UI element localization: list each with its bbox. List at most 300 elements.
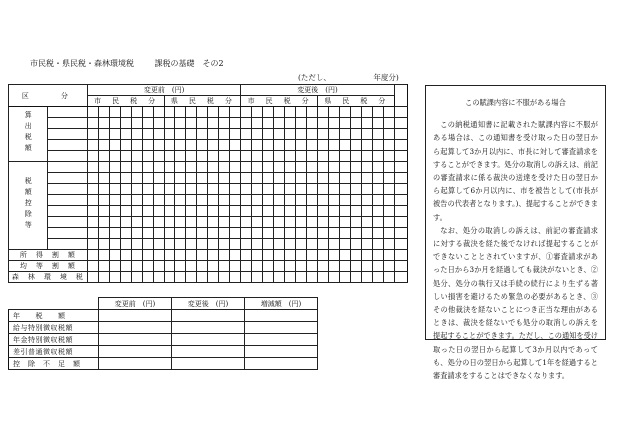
- cell-value: [99, 346, 172, 358]
- appeal-notice: [425, 85, 606, 381]
- amount-digit-cell: [296, 118, 307, 129]
- amount-digit-cell: [296, 184, 307, 195]
- amount-digit-cell: [208, 250, 219, 261]
- amount-digit-cell: [328, 151, 339, 162]
- amount-digit-cell: [219, 184, 230, 195]
- amount-digit-cell: [350, 261, 361, 272]
- amount-digit-cell: [120, 184, 131, 195]
- amount-digit-cell: [208, 239, 219, 250]
- amount-digit-cell: [361, 261, 372, 272]
- row-ordinary-collection: 差引普通徴収税額: [9, 346, 99, 358]
- subtitle-text: 課税の基礎 その2: [154, 59, 224, 68]
- amount-digit-cell: [153, 272, 164, 283]
- amount-digit-cell: [164, 206, 175, 217]
- amount-digit-cell: [219, 217, 230, 228]
- amount-digit-cell: [241, 129, 252, 140]
- amount-digit-cell: [307, 129, 318, 140]
- amount-digit-cell: [175, 217, 186, 228]
- amount-digit-cell: [153, 217, 164, 228]
- amount-digit-cell: [98, 162, 109, 173]
- amount-digit-cell: [317, 129, 328, 140]
- amount-digit-cell: [219, 162, 230, 173]
- amount-digit-cell: [197, 184, 208, 195]
- amount-digit-cell: [120, 261, 131, 272]
- notice-heading: この賦課内容に不服がある場合: [465, 98, 566, 107]
- amount-digit-cell: [164, 239, 175, 250]
- amount-digit-cell: [307, 140, 318, 151]
- amount-digit-cell: [230, 173, 241, 184]
- amount-digit-cell: [197, 129, 208, 140]
- amount-digit-cell: [109, 228, 120, 239]
- amount-digit-cell: [361, 184, 372, 195]
- amount-digit-cell: [263, 195, 274, 206]
- row-end-cell: [394, 239, 407, 250]
- amount-digit-cell: [285, 272, 296, 283]
- amount-digit-cell: [175, 151, 186, 162]
- amount-digit-cell: [263, 272, 274, 283]
- amount-digit-cell: [307, 173, 318, 184]
- sub-col-diff: 増減額 (円): [245, 298, 318, 310]
- amount-digit-cell: [361, 228, 372, 239]
- amount-digit-cell: [372, 129, 383, 140]
- amount-digit-cell: [175, 206, 186, 217]
- amount-digit-cell: [328, 228, 339, 239]
- amount-digit-cell: [339, 239, 350, 250]
- amount-digit-cell: [175, 162, 186, 173]
- amount-digit-cell: [87, 206, 98, 217]
- amount-digit-cell: [208, 228, 219, 239]
- amount-digit-cell: [252, 184, 263, 195]
- amount-digit-cell: [285, 195, 296, 206]
- amount-digit-cell: [120, 173, 131, 184]
- amount-digit-cell: [372, 239, 383, 250]
- amount-digit-cell: [241, 173, 252, 184]
- amount-digit-cell: [307, 195, 318, 206]
- amount-digit-cell: [120, 272, 131, 283]
- amount-digit-cell: [317, 250, 328, 261]
- amount-digit-cell: [197, 228, 208, 239]
- amount-digit-cell: [274, 239, 285, 250]
- notice-paragraph-2: なお、処分の取消しの訴えは、前記の審査請求に対する裁決を経た後でなければ提起することができないこととされていますが、①審査請求があった日から3か月を経過しても裁決がないとき、②処分、処分の執行又は手続の続行により生ずる著しい損害を避けるため緊急の必要があるとき、③その他裁決を経ないことにつき正当な理由があるときは、裁決を経ないでも処分の取消しの訴えを提起することができます。ただし、この通知を受け取った日の翌日から起算して3か月以内であっても、処分の日の翌日から起算して1年を経過すると審査請求をすることはできなくなります。: [433, 225, 598, 381]
- amount-digit-cell: [350, 250, 361, 261]
- amount-digit-cell: [296, 206, 307, 217]
- cell-value: [245, 322, 318, 334]
- amount-digit-cell: [87, 107, 98, 118]
- amount-digit-cell: [317, 195, 328, 206]
- amount-digit-cell: [120, 206, 131, 217]
- amount-digit-cell: [164, 162, 175, 173]
- amount-digit-cell: [153, 151, 164, 162]
- amount-digit-cell: [175, 239, 186, 250]
- amount-digit-cell: [164, 129, 175, 140]
- amount-digit-cell: [285, 261, 296, 272]
- amount-digit-cell: [361, 129, 372, 140]
- amount-digit-cell: [328, 206, 339, 217]
- amount-digit-cell: [241, 228, 252, 239]
- amount-digit-cell: [120, 118, 131, 129]
- amount-digit-cell: [186, 129, 197, 140]
- after-header: 変更後 (円): [241, 85, 394, 96]
- amount-digit-cell: [307, 118, 318, 129]
- calculated-tax-label: 算出税額: [24, 111, 33, 155]
- amount-digit-cell: [317, 162, 328, 173]
- amount-digit-cell: [285, 107, 296, 118]
- amount-digit-cell: [208, 140, 219, 151]
- amount-digit-cell: [241, 239, 252, 250]
- amount-digit-cell: [186, 162, 197, 173]
- amount-digit-cell: [274, 217, 285, 228]
- cell-value: [245, 358, 318, 370]
- amount-digit-cell: [307, 206, 318, 217]
- tax-credit-group: [9, 162, 48, 250]
- cell-value: [245, 346, 318, 358]
- amount-digit-cell: [219, 173, 230, 184]
- amount-digit-cell: [383, 140, 394, 151]
- amount-digit-cell: [186, 140, 197, 151]
- tax-basis-table: [8, 84, 408, 283]
- amount-digit-cell: [197, 206, 208, 217]
- amount-digit-cell: [339, 107, 350, 118]
- amount-digit-cell: [350, 173, 361, 184]
- amount-digit-cell: [307, 261, 318, 272]
- amount-digit-cell: [87, 272, 98, 283]
- amount-digit-cell: [186, 239, 197, 250]
- amount-digit-cell: [186, 107, 197, 118]
- amount-digit-cell: [98, 228, 109, 239]
- amount-digit-cell: [328, 261, 339, 272]
- amount-digit-cell: [241, 140, 252, 151]
- amount-digit-cell: [230, 140, 241, 151]
- amount-digit-cell: [87, 140, 98, 151]
- amount-digit-cell: [175, 261, 186, 272]
- sub-header-blank: [9, 298, 99, 310]
- amount-digit-cell: [197, 195, 208, 206]
- amount-digit-cell: [339, 118, 350, 129]
- cell-blank: [318, 334, 409, 346]
- amount-digit-cell: [153, 140, 164, 151]
- amount-digit-cell: [372, 118, 383, 129]
- amount-digit-cell: [328, 272, 339, 283]
- amount-digit-cell: [87, 261, 98, 272]
- amount-digit-cell: [252, 162, 263, 173]
- amount-digit-cell: [230, 206, 241, 217]
- amount-digit-cell: [120, 162, 131, 173]
- row-label-cell: [48, 217, 87, 228]
- amount-digit-cell: [252, 239, 263, 250]
- amount-digit-cell: [274, 206, 285, 217]
- amount-digit-cell: [296, 195, 307, 206]
- amount-digit-cell: [383, 195, 394, 206]
- amount-digit-cell: [285, 250, 296, 261]
- amount-digit-cell: [350, 239, 361, 250]
- amount-digit-cell: [98, 107, 109, 118]
- amount-digit-cell: [296, 228, 307, 239]
- tax-credit-label: 税額控除等: [24, 177, 33, 232]
- amount-digit-cell: [328, 118, 339, 129]
- amount-digit-cell: [285, 228, 296, 239]
- amount-digit-cell: [142, 118, 153, 129]
- row-end-cell: [394, 272, 407, 283]
- amount-digit-cell: [274, 173, 285, 184]
- amount-digit-cell: [350, 206, 361, 217]
- amount-digit-cell: [208, 217, 219, 228]
- row-label-cell: [48, 107, 87, 118]
- amount-digit-cell: [252, 250, 263, 261]
- amount-digit-cell: [328, 195, 339, 206]
- amount-digit-cell: [164, 228, 175, 239]
- amount-digit-cell: [350, 151, 361, 162]
- amount-digit-cell: [383, 228, 394, 239]
- header-end: [394, 85, 407, 107]
- amount-digit-cell: [296, 107, 307, 118]
- amount-digit-cell: [230, 239, 241, 250]
- amount-digit-cell: [383, 173, 394, 184]
- amount-digit-cell: [197, 107, 208, 118]
- row-label-cell: [48, 206, 87, 217]
- amount-digit-cell: [252, 140, 263, 151]
- amount-digit-cell: [361, 151, 372, 162]
- amount-digit-cell: [317, 272, 328, 283]
- amount-digit-cell: [252, 107, 263, 118]
- amount-digit-cell: [372, 173, 383, 184]
- amount-digit-cell: [219, 118, 230, 129]
- amount-digit-cell: [164, 184, 175, 195]
- amount-digit-cell: [274, 184, 285, 195]
- amount-digit-cell: [164, 195, 175, 206]
- amount-digit-cell: [296, 250, 307, 261]
- amount-digit-cell: [87, 195, 98, 206]
- amount-digit-cell: [285, 140, 296, 151]
- amount-digit-cell: [164, 261, 175, 272]
- amount-digit-cell: [186, 151, 197, 162]
- amount-digit-cell: [131, 129, 142, 140]
- row-label-cell: [48, 151, 87, 162]
- amount-digit-cell: [142, 272, 153, 283]
- amount-digit-cell: [109, 239, 120, 250]
- amount-digit-cell: [109, 184, 120, 195]
- amount-digit-cell: [339, 261, 350, 272]
- amount-digit-cell: [307, 217, 318, 228]
- amount-digit-cell: [307, 151, 318, 162]
- amount-digit-cell: [87, 250, 98, 261]
- amount-digit-cell: [285, 162, 296, 173]
- amount-digit-cell: [87, 239, 98, 250]
- amount-digit-cell: [175, 272, 186, 283]
- amount-digit-cell: [98, 151, 109, 162]
- row-end-cell: [394, 228, 407, 239]
- amount-digit-cell: [109, 151, 120, 162]
- amount-digit-cell: [175, 118, 186, 129]
- amount-digit-cell: [131, 261, 142, 272]
- amount-digit-cell: [263, 250, 274, 261]
- amount-digit-cell: [285, 173, 296, 184]
- amount-digit-cell: [186, 228, 197, 239]
- amount-digit-cell: [263, 151, 274, 162]
- amount-digit-cell: [208, 129, 219, 140]
- amount-digit-cell: [361, 217, 372, 228]
- before-header: 変更前 (円): [87, 85, 240, 96]
- amount-digit-cell: [208, 206, 219, 217]
- amount-digit-cell: [120, 195, 131, 206]
- sub-header-end: [318, 298, 409, 310]
- sub-col-after: 変更後 (円): [172, 298, 245, 310]
- row-end-cell: [394, 206, 407, 217]
- cell-value: [172, 346, 245, 358]
- cell-value: [99, 358, 172, 370]
- amount-digit-cell: [186, 118, 197, 129]
- cell-value: [99, 310, 172, 322]
- amount-digit-cell: [339, 173, 350, 184]
- amount-digit-cell: [383, 272, 394, 283]
- cell-value: [245, 334, 318, 346]
- cell-blank: [318, 322, 409, 334]
- row-label-cell: [48, 239, 87, 250]
- amount-digit-cell: [285, 239, 296, 250]
- amount-digit-cell: [131, 206, 142, 217]
- amount-digit-cell: [263, 162, 274, 173]
- amount-digit-cell: [263, 129, 274, 140]
- amount-digit-cell: [339, 129, 350, 140]
- amount-digit-cell: [285, 206, 296, 217]
- amount-digit-cell: [307, 107, 318, 118]
- amount-digit-cell: [131, 162, 142, 173]
- amount-digit-cell: [317, 239, 328, 250]
- amount-digit-cell: [120, 228, 131, 239]
- row-deduction-shortfall: 控 除 不 足 額: [9, 358, 99, 370]
- amount-digit-cell: [383, 239, 394, 250]
- amount-digit-cell: [383, 129, 394, 140]
- amount-digit-cell: [197, 162, 208, 173]
- amount-digit-cell: [350, 118, 361, 129]
- amount-digit-cell: [131, 118, 142, 129]
- amount-digit-cell: [208, 118, 219, 129]
- amount-digit-cell: [120, 107, 131, 118]
- amount-digit-cell: [142, 206, 153, 217]
- amount-digit-cell: [328, 184, 339, 195]
- amount-digit-cell: [252, 118, 263, 129]
- amount-digit-cell: [219, 107, 230, 118]
- amount-digit-cell: [175, 228, 186, 239]
- amount-digit-cell: [219, 129, 230, 140]
- amount-digit-cell: [197, 239, 208, 250]
- amount-digit-cell: [153, 195, 164, 206]
- amount-digit-cell: [186, 272, 197, 283]
- amount-digit-cell: [328, 217, 339, 228]
- amount-digit-cell: [230, 129, 241, 140]
- amount-digit-cell: [383, 162, 394, 173]
- amount-digit-cell: [153, 118, 164, 129]
- amount-digit-cell: [219, 272, 230, 283]
- row-annual-tax: 年 税 額: [9, 310, 99, 322]
- page-title: [30, 58, 224, 69]
- amount-digit-cell: [197, 261, 208, 272]
- amount-digit-cell: [241, 261, 252, 272]
- amount-digit-cell: [372, 151, 383, 162]
- amount-digit-cell: [219, 250, 230, 261]
- row-end-cell: [394, 173, 407, 184]
- amount-digit-cell: [131, 151, 142, 162]
- amount-digit-cell: [109, 217, 120, 228]
- amount-digit-cell: [153, 107, 164, 118]
- amount-digit-cell: [98, 206, 109, 217]
- amount-digit-cell: [230, 184, 241, 195]
- row-end-cell: [394, 217, 407, 228]
- amount-digit-cell: [230, 261, 241, 272]
- amount-digit-cell: [241, 118, 252, 129]
- amount-digit-cell: [208, 107, 219, 118]
- amount-digit-cell: [175, 107, 186, 118]
- amount-digit-cell: [87, 129, 98, 140]
- amount-digit-cell: [263, 118, 274, 129]
- amount-digit-cell: [175, 129, 186, 140]
- amount-digit-cell: [219, 140, 230, 151]
- amount-digit-cell: [285, 129, 296, 140]
- amount-digit-cell: [142, 173, 153, 184]
- amount-digit-cell: [296, 140, 307, 151]
- sub-col-before: 変更前 (円): [99, 298, 172, 310]
- amount-digit-cell: [197, 140, 208, 151]
- amount-digit-cell: [131, 239, 142, 250]
- amount-digit-cell: [372, 228, 383, 239]
- pref-tax-header: 県 民 税 分: [164, 96, 241, 107]
- amount-digit-cell: [296, 162, 307, 173]
- amount-digit-cell: [153, 239, 164, 250]
- amount-digit-cell: [98, 261, 109, 272]
- amount-digit-cell: [219, 151, 230, 162]
- amount-digit-cell: [230, 118, 241, 129]
- amount-digit-cell: [109, 140, 120, 151]
- amount-digit-cell: [164, 250, 175, 261]
- amount-digit-cell: [307, 228, 318, 239]
- amount-digit-cell: [109, 129, 120, 140]
- amount-digit-cell: [131, 217, 142, 228]
- row-end-cell: [394, 107, 407, 118]
- amount-digit-cell: [219, 206, 230, 217]
- year-note: [298, 72, 399, 83]
- amount-digit-cell: [87, 217, 98, 228]
- amount-digit-cell: [274, 195, 285, 206]
- amount-digit-cell: [339, 162, 350, 173]
- row-per-capita-levy: 均 等 割 額: [9, 261, 88, 272]
- amount-digit-cell: [142, 261, 153, 272]
- amount-digit-cell: [274, 261, 285, 272]
- amount-digit-cell: [372, 261, 383, 272]
- amount-digit-cell: [230, 162, 241, 173]
- amount-digit-cell: [98, 173, 109, 184]
- amount-digit-cell: [263, 228, 274, 239]
- amount-digit-cell: [153, 129, 164, 140]
- amount-digit-cell: [109, 107, 120, 118]
- row-end-cell: [394, 162, 407, 173]
- amount-digit-cell: [230, 151, 241, 162]
- amount-digit-cell: [361, 162, 372, 173]
- amount-digit-cell: [186, 195, 197, 206]
- amount-digit-cell: [208, 162, 219, 173]
- amount-digit-cell: [197, 272, 208, 283]
- amount-digit-cell: [153, 250, 164, 261]
- amount-digit-cell: [383, 184, 394, 195]
- amount-digit-cell: [350, 228, 361, 239]
- amount-digit-cell: [350, 184, 361, 195]
- amount-digit-cell: [252, 173, 263, 184]
- cell-value: [172, 322, 245, 334]
- amount-digit-cell: [142, 184, 153, 195]
- amount-digit-cell: [328, 107, 339, 118]
- amount-digit-cell: [153, 206, 164, 217]
- amount-digit-cell: [339, 195, 350, 206]
- amount-digit-cell: [361, 206, 372, 217]
- amount-digit-cell: [142, 228, 153, 239]
